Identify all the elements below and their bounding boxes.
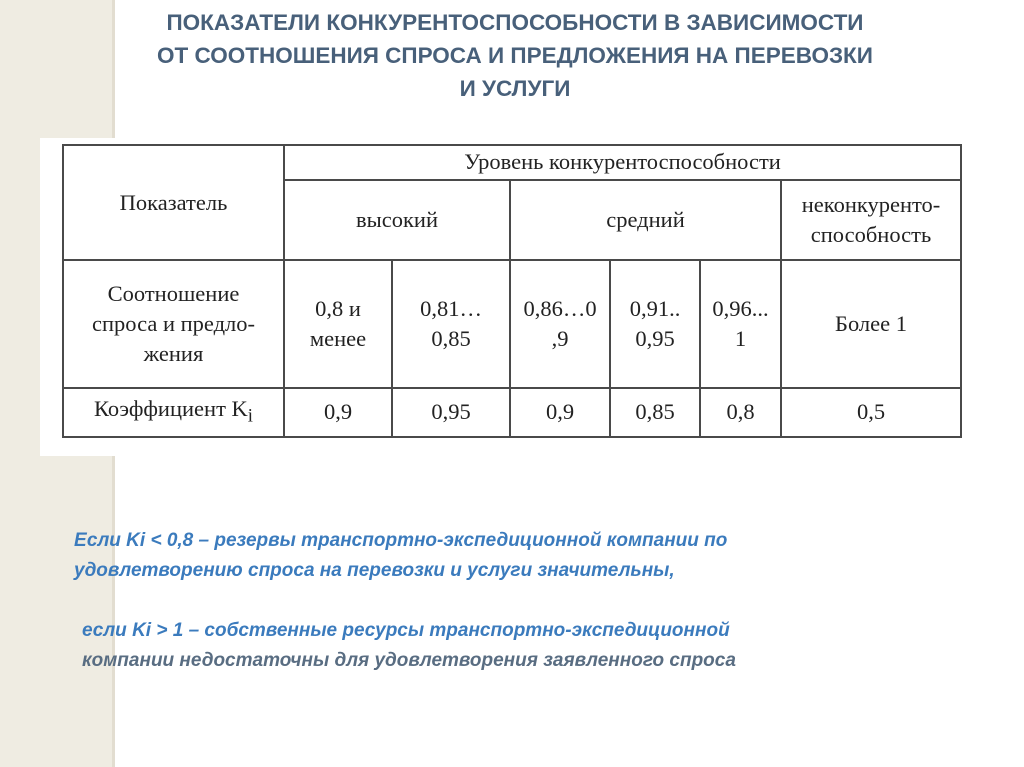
coefficient-cell: 0,85 <box>610 388 700 437</box>
coefficient-cell: 0,5 <box>781 388 961 437</box>
note-1-line-1: Если Ki < 0,8 – резервы транспортно-экспедиционной компании по <box>74 530 728 551</box>
note-low-ratio <box>74 526 974 586</box>
ratio-cell <box>510 260 610 387</box>
notes-block <box>74 526 974 676</box>
ratio-row <box>63 260 961 387</box>
coefficient-label-subscript: i <box>247 405 254 427</box>
ratio-cell-line: ,9 <box>551 325 569 351</box>
ratio-cell-line: 0,85 <box>431 325 471 351</box>
indicator-header: Показатель <box>63 145 284 260</box>
coefficient-cell: 0,9 <box>510 388 610 437</box>
note-1-line-2: удовлетворению спроса на перевозки и услуги значительны, <box>74 560 675 581</box>
level-high-header: высокий <box>284 180 510 260</box>
coefficient-row <box>63 388 961 437</box>
ratio-cell-line: 0,8 и <box>315 295 361 321</box>
ratio-cell-line: 0,81… <box>420 295 482 321</box>
ratio-cell-line: 0,91.. <box>629 295 681 321</box>
note-2-line-2: компании недостаточны для удовлетворения заявленного спроса <box>82 650 736 671</box>
ratio-cell-line: 0,96... <box>712 295 769 321</box>
ratio-cell <box>284 260 392 387</box>
non-competitive-line-1: неконкуренто- <box>801 192 941 218</box>
note-high-ratio <box>74 616 974 676</box>
coefficient-cell: 0,95 <box>392 388 510 437</box>
ratio-row-label <box>63 260 284 387</box>
table-image-card <box>40 138 982 456</box>
ratio-label-line-1: Соотношение <box>107 280 240 306</box>
ratio-label-line-3: жения <box>143 340 204 366</box>
non-competitive-line-2: способность <box>810 222 932 248</box>
ratio-cell <box>392 260 510 387</box>
level-non-competitive-header <box>781 180 961 260</box>
ratio-cell-line: 0,86…0 <box>523 295 597 321</box>
competitiveness-table <box>62 144 962 438</box>
coefficient-label-text: Коэффициент K <box>93 395 248 421</box>
level-medium-header: средний <box>510 180 781 260</box>
ratio-cell <box>610 260 700 387</box>
table-header-row-1 <box>63 145 961 180</box>
note-2-line-1: если Ki > 1 – собственные ресурсы транспортно-экспедиционной <box>82 620 730 641</box>
ratio-cell-line: менее <box>309 325 367 351</box>
ratio-label-line-2: спроса и предло- <box>91 310 256 336</box>
title-line-3: И УСЛУГИ <box>459 76 571 101</box>
ratio-cell-line: 0,95 <box>635 325 675 351</box>
competitiveness-level-header: Уровень конкурентоспособности <box>284 145 961 180</box>
ratio-cell-line: 1 <box>734 325 747 351</box>
slide-title <box>60 6 970 105</box>
ratio-cell <box>700 260 781 387</box>
coefficient-cell: 0,9 <box>284 388 392 437</box>
coefficient-cell: 0,8 <box>700 388 781 437</box>
coefficient-row-label <box>63 388 284 437</box>
ratio-cell: Более 1 <box>781 260 961 387</box>
title-line-2: ОТ СООТНОШЕНИЯ СПРОСА И ПРЕДЛОЖЕНИЯ НА ПЕРЕВОЗКИ <box>157 43 873 68</box>
title-line-1: ПОКАЗАТЕЛИ КОНКУРЕНТОСПОСОБНОСТИ В ЗАВИСИМОСТИ <box>166 10 864 35</box>
